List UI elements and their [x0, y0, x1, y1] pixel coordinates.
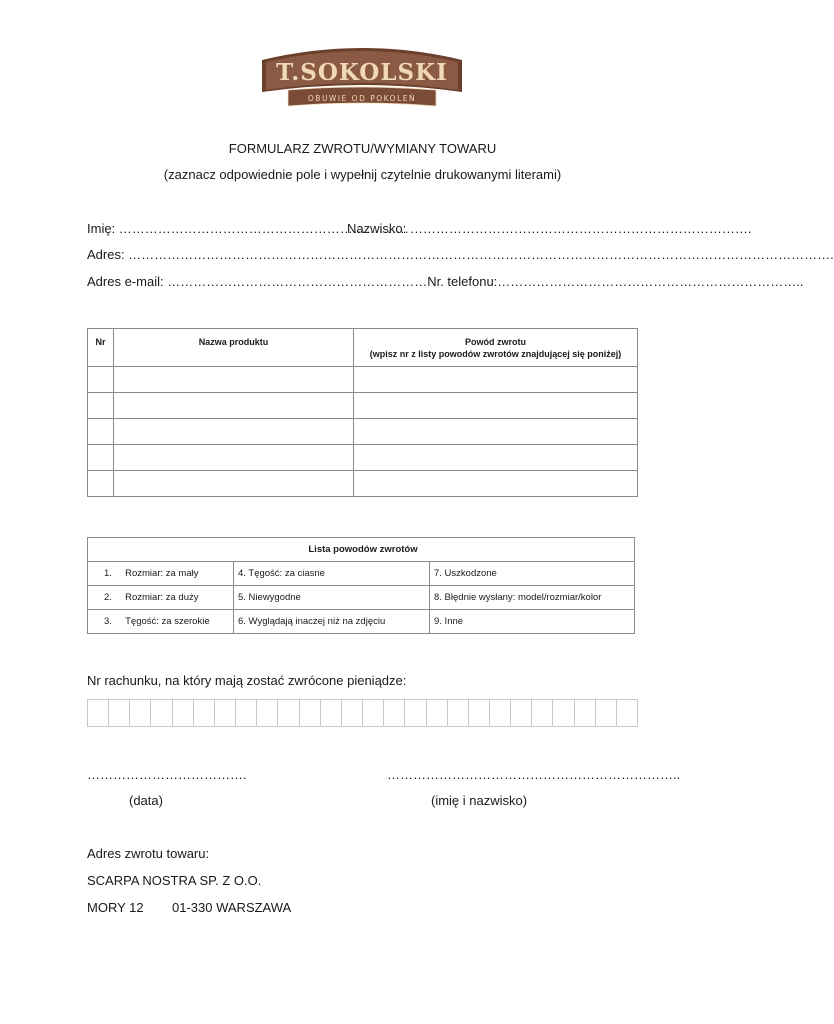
nr-cell[interactable] — [88, 393, 114, 419]
reason-item: 5. Niewygodne — [234, 586, 430, 610]
table-row — [88, 610, 635, 634]
adres-field[interactable]: Adres: ………………………………………………………………………………………………………………………………………………. — [87, 247, 834, 262]
name-line[interactable]: ………………………………………………………….. — [387, 767, 681, 782]
reason-cell[interactable] — [354, 419, 638, 445]
email-phone-field[interactable]: Adres e-mail: ……………………………………………………Nr. telefonu:…………………………………………………………….. — [87, 274, 804, 289]
nr-cell[interactable] — [88, 367, 114, 393]
table-row — [88, 367, 638, 393]
reason-cell[interactable] — [354, 445, 638, 471]
reason-item: 4. Tęgość: za ciasne — [234, 562, 430, 586]
reason-item: 2. Rozmiar: za duży — [88, 586, 234, 610]
reason-item: 8. Błędnie wysłany: model/rozmiar/kolor — [430, 586, 635, 610]
reason-cell[interactable] — [354, 367, 638, 393]
svg-text:T.SOKOLSKI: T.SOKOLSKI — [276, 59, 448, 86]
reason-cell[interactable] — [354, 393, 638, 419]
products-table — [87, 328, 638, 497]
account-digit-box[interactable] — [532, 700, 553, 726]
table-row — [88, 445, 638, 471]
product-name-cell[interactable] — [114, 419, 354, 445]
account-digit-box[interactable] — [88, 700, 109, 726]
account-digit-box[interactable] — [215, 700, 236, 726]
reasons-title: Lista powodów zwrotów — [88, 538, 635, 562]
product-name-cell[interactable] — [114, 367, 354, 393]
header-nazwa: Nazwa produktu — [114, 329, 354, 367]
account-digit-box[interactable] — [173, 700, 194, 726]
account-digit-box[interactable] — [384, 700, 405, 726]
reason-cell[interactable] — [354, 471, 638, 497]
nr-cell[interactable] — [88, 419, 114, 445]
reason-item: 9. Inne — [430, 610, 635, 634]
return-street: MORY 12 — [87, 900, 144, 915]
name-label: (imię i nazwisko) — [431, 793, 528, 808]
svg-text:OBUWIE OD POKOLEŃ: OBUWIE OD POKOLEŃ — [307, 94, 417, 103]
table-row — [88, 562, 635, 586]
reason-item: 6. Wyglądają inaczej niż na zdjęciu — [234, 610, 430, 634]
form-title: FORMULARZ ZWROTU/WYMIANY TOWARU — [228, 141, 497, 156]
account-digit-box[interactable] — [342, 700, 363, 726]
product-name-cell[interactable] — [114, 471, 354, 497]
account-number-boxes — [87, 699, 638, 727]
account-digit-box[interactable] — [490, 700, 511, 726]
nazwisko-field[interactable]: Nazwisko: ……………………………………………………………………. — [347, 221, 752, 236]
return-city: 01-330 WARSZAWA — [172, 900, 292, 915]
header-powod — [354, 329, 638, 367]
nr-cell[interactable] — [88, 445, 114, 471]
account-digit-box[interactable] — [300, 700, 321, 726]
account-digit-box[interactable] — [363, 700, 384, 726]
table-row — [88, 471, 638, 497]
account-digit-box[interactable] — [321, 700, 342, 726]
account-digit-box[interactable] — [553, 700, 574, 726]
header-nr: Nr — [88, 329, 114, 367]
account-digit-box[interactable] — [405, 700, 426, 726]
account-digit-box[interactable] — [257, 700, 278, 726]
account-digit-box[interactable] — [194, 700, 215, 726]
product-name-cell[interactable] — [114, 393, 354, 419]
table-row — [88, 586, 635, 610]
account-digit-box[interactable] — [469, 700, 490, 726]
account-digit-box[interactable] — [617, 700, 637, 726]
account-digit-box[interactable] — [511, 700, 532, 726]
account-digit-box[interactable] — [278, 700, 299, 726]
header-powod-label: Powód zwrotu — [465, 337, 526, 347]
header-powod-note: (wpisz nr z listy powodów zwrotów znajdującej się poniżej) — [369, 349, 622, 359]
table-row — [88, 419, 638, 445]
account-digit-box[interactable] — [130, 700, 151, 726]
account-digit-box[interactable] — [109, 700, 130, 726]
brand-logo — [258, 40, 466, 112]
account-label: Nr rachunku, na który mają zostać zwrócone pieniądze: — [87, 673, 407, 688]
table-row — [88, 393, 638, 419]
return-address-label: Adres zwrotu towaru: — [87, 846, 210, 861]
return-company: SCARPA NOSTRA SP. Z O.O. — [87, 873, 262, 888]
table-header-row — [88, 329, 638, 367]
reasons-table — [87, 537, 635, 634]
form-subtitle: (zaznacz odpowiednie pole i wypełnij czytelnie drukowanymi literami) — [163, 167, 562, 182]
date-line[interactable]: ………………………………. — [87, 767, 247, 782]
account-digit-box[interactable] — [596, 700, 617, 726]
account-digit-box[interactable] — [236, 700, 257, 726]
account-digit-box[interactable] — [448, 700, 469, 726]
imie-field[interactable]: Imię: …………………………………………………………. — [87, 221, 409, 236]
account-digit-box[interactable] — [575, 700, 596, 726]
date-label: (data) — [129, 793, 163, 808]
account-digit-box[interactable] — [151, 700, 172, 726]
product-name-cell[interactable] — [114, 445, 354, 471]
reason-item: 1. Rozmiar: za mały — [88, 562, 234, 586]
reason-item: 3. Tęgość: za szerokie — [88, 610, 234, 634]
reason-item: 7. Uszkodzone — [430, 562, 635, 586]
account-digit-box[interactable] — [427, 700, 448, 726]
nr-cell[interactable] — [88, 471, 114, 497]
